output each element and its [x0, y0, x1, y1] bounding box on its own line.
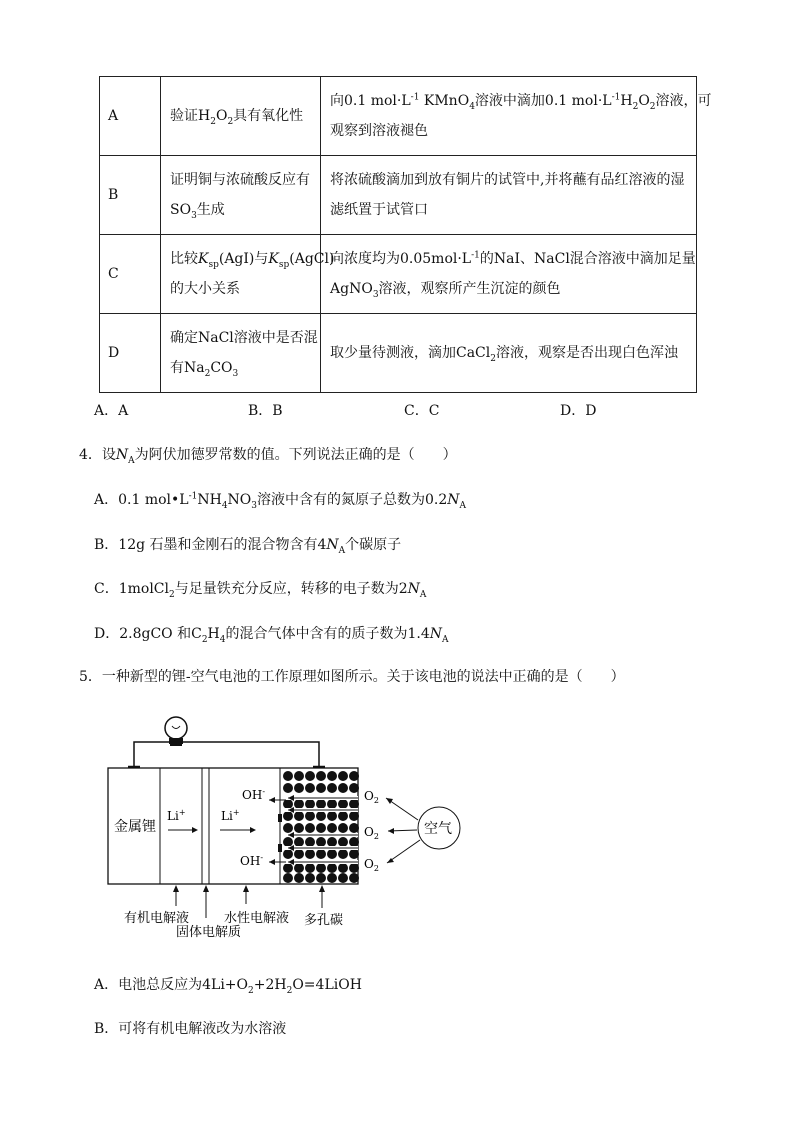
row-method: 取少量待测液，滴加CaCl$_2$溶液，观察是否出现白色浑浊: [321, 314, 697, 393]
q4-option-b[interactable]: B．12g 石墨和金刚石的混合物含有$4N_A$个碳原子: [94, 537, 402, 556]
row-purpose: 验证$H_2O_2$具有氧化性: [161, 77, 321, 156]
row-method: 将浓硫酸滴加到放有铜片的试管中,并将蘸有品红溶液的湿 滤纸置于试管口: [321, 156, 697, 235]
table-row: [100, 235, 697, 314]
row-label: B: [100, 156, 161, 235]
aqueous-electrolyte-label: 水性电解液: [224, 911, 290, 926]
metal-lithium-label: 金属锂: [114, 819, 156, 835]
li-ion-label-2: Li+: [221, 808, 240, 823]
q5-option-b[interactable]: B．可将有机电解液改为水溶液: [94, 1021, 287, 1037]
q4-option-a[interactable]: A．0.1 $mol•L^{-1}NH_4NO_3$溶液中含有的氮原子总数为$0.2N_A$: [94, 491, 467, 511]
row-purpose: 比较$K_{sp}(AgI)$与$K_{sp}(AgCl)$ 的大小关系: [161, 235, 321, 314]
row-label: D: [100, 314, 161, 393]
question-4-stem: 4．设$N_A$为阿伏加德罗常数的值。下列说法正确的是（ ）: [79, 447, 457, 466]
option-b[interactable]: B．B: [248, 403, 283, 419]
row-label: A: [100, 77, 161, 156]
solid-electrolyte-label: 固体电解质: [176, 925, 242, 940]
oh-label-top: OH-: [242, 787, 266, 802]
li-ion-label-1: Li+: [167, 808, 186, 823]
q5-option-a[interactable]: A．电池总反应为$4Li+O_2+2H_2O=4LiOH$: [94, 977, 362, 996]
option-c[interactable]: C．C: [404, 403, 440, 419]
question-5-stem: 5．一种新型的锂-空气电池的工作原理如图所示。关于该电池的说法中正确的是（ ）: [79, 669, 625, 685]
experiment-table: [99, 76, 712, 393]
air-label: 空气: [424, 821, 452, 837]
q4-option-c[interactable]: C．1molCl$_2$与足量铁充分反应，转移的电子数为$2N_A$: [94, 581, 427, 600]
oh-label-bottom: OH-: [240, 853, 264, 868]
row-purpose: 证明铜与浓硫酸反应有 $SO_3$生成: [161, 156, 321, 235]
o2-label-3: $O_2$: [364, 857, 379, 873]
table-row: [100, 77, 697, 156]
option-a[interactable]: A．A: [94, 403, 129, 419]
row-method: 向0.1 $mol\cdot L^{-1}$ KMnO$_4$溶液中滴加0.1 $mol\cdot L^{-1}H_2O_2$溶液，可 观察到溶液褪色: [321, 77, 697, 156]
q4-option-d[interactable]: D．2.8gCO 和$C_2H_4$的混合气体中含有的质子数为$1.4N_A$: [94, 626, 449, 645]
q3-options: [94, 400, 714, 420]
external-wire: [134, 742, 319, 767]
table-row: [100, 156, 697, 235]
row-label: C: [100, 235, 161, 314]
o2-label-1: $O_2$: [364, 789, 379, 805]
porous-carbon-label: 多孔碳: [304, 913, 344, 928]
o2-label-2: $O_2$: [364, 825, 379, 841]
li-air-battery-diagram: [104, 712, 484, 942]
organic-electrolyte-label: 有机电解液: [124, 911, 190, 926]
row-method: 向浓度均为$0.05mol\cdot L^{-1}$的NaI、NaCl混合溶液中滴加足量 AgNO$_3$溶液，观察所产生沉淀的颜色: [321, 235, 697, 314]
option-d[interactable]: D．D: [560, 403, 597, 419]
table-row: [100, 314, 697, 393]
row-purpose: 确定NaCl溶液中是否混 有$Na_2CO_3$: [161, 314, 321, 393]
